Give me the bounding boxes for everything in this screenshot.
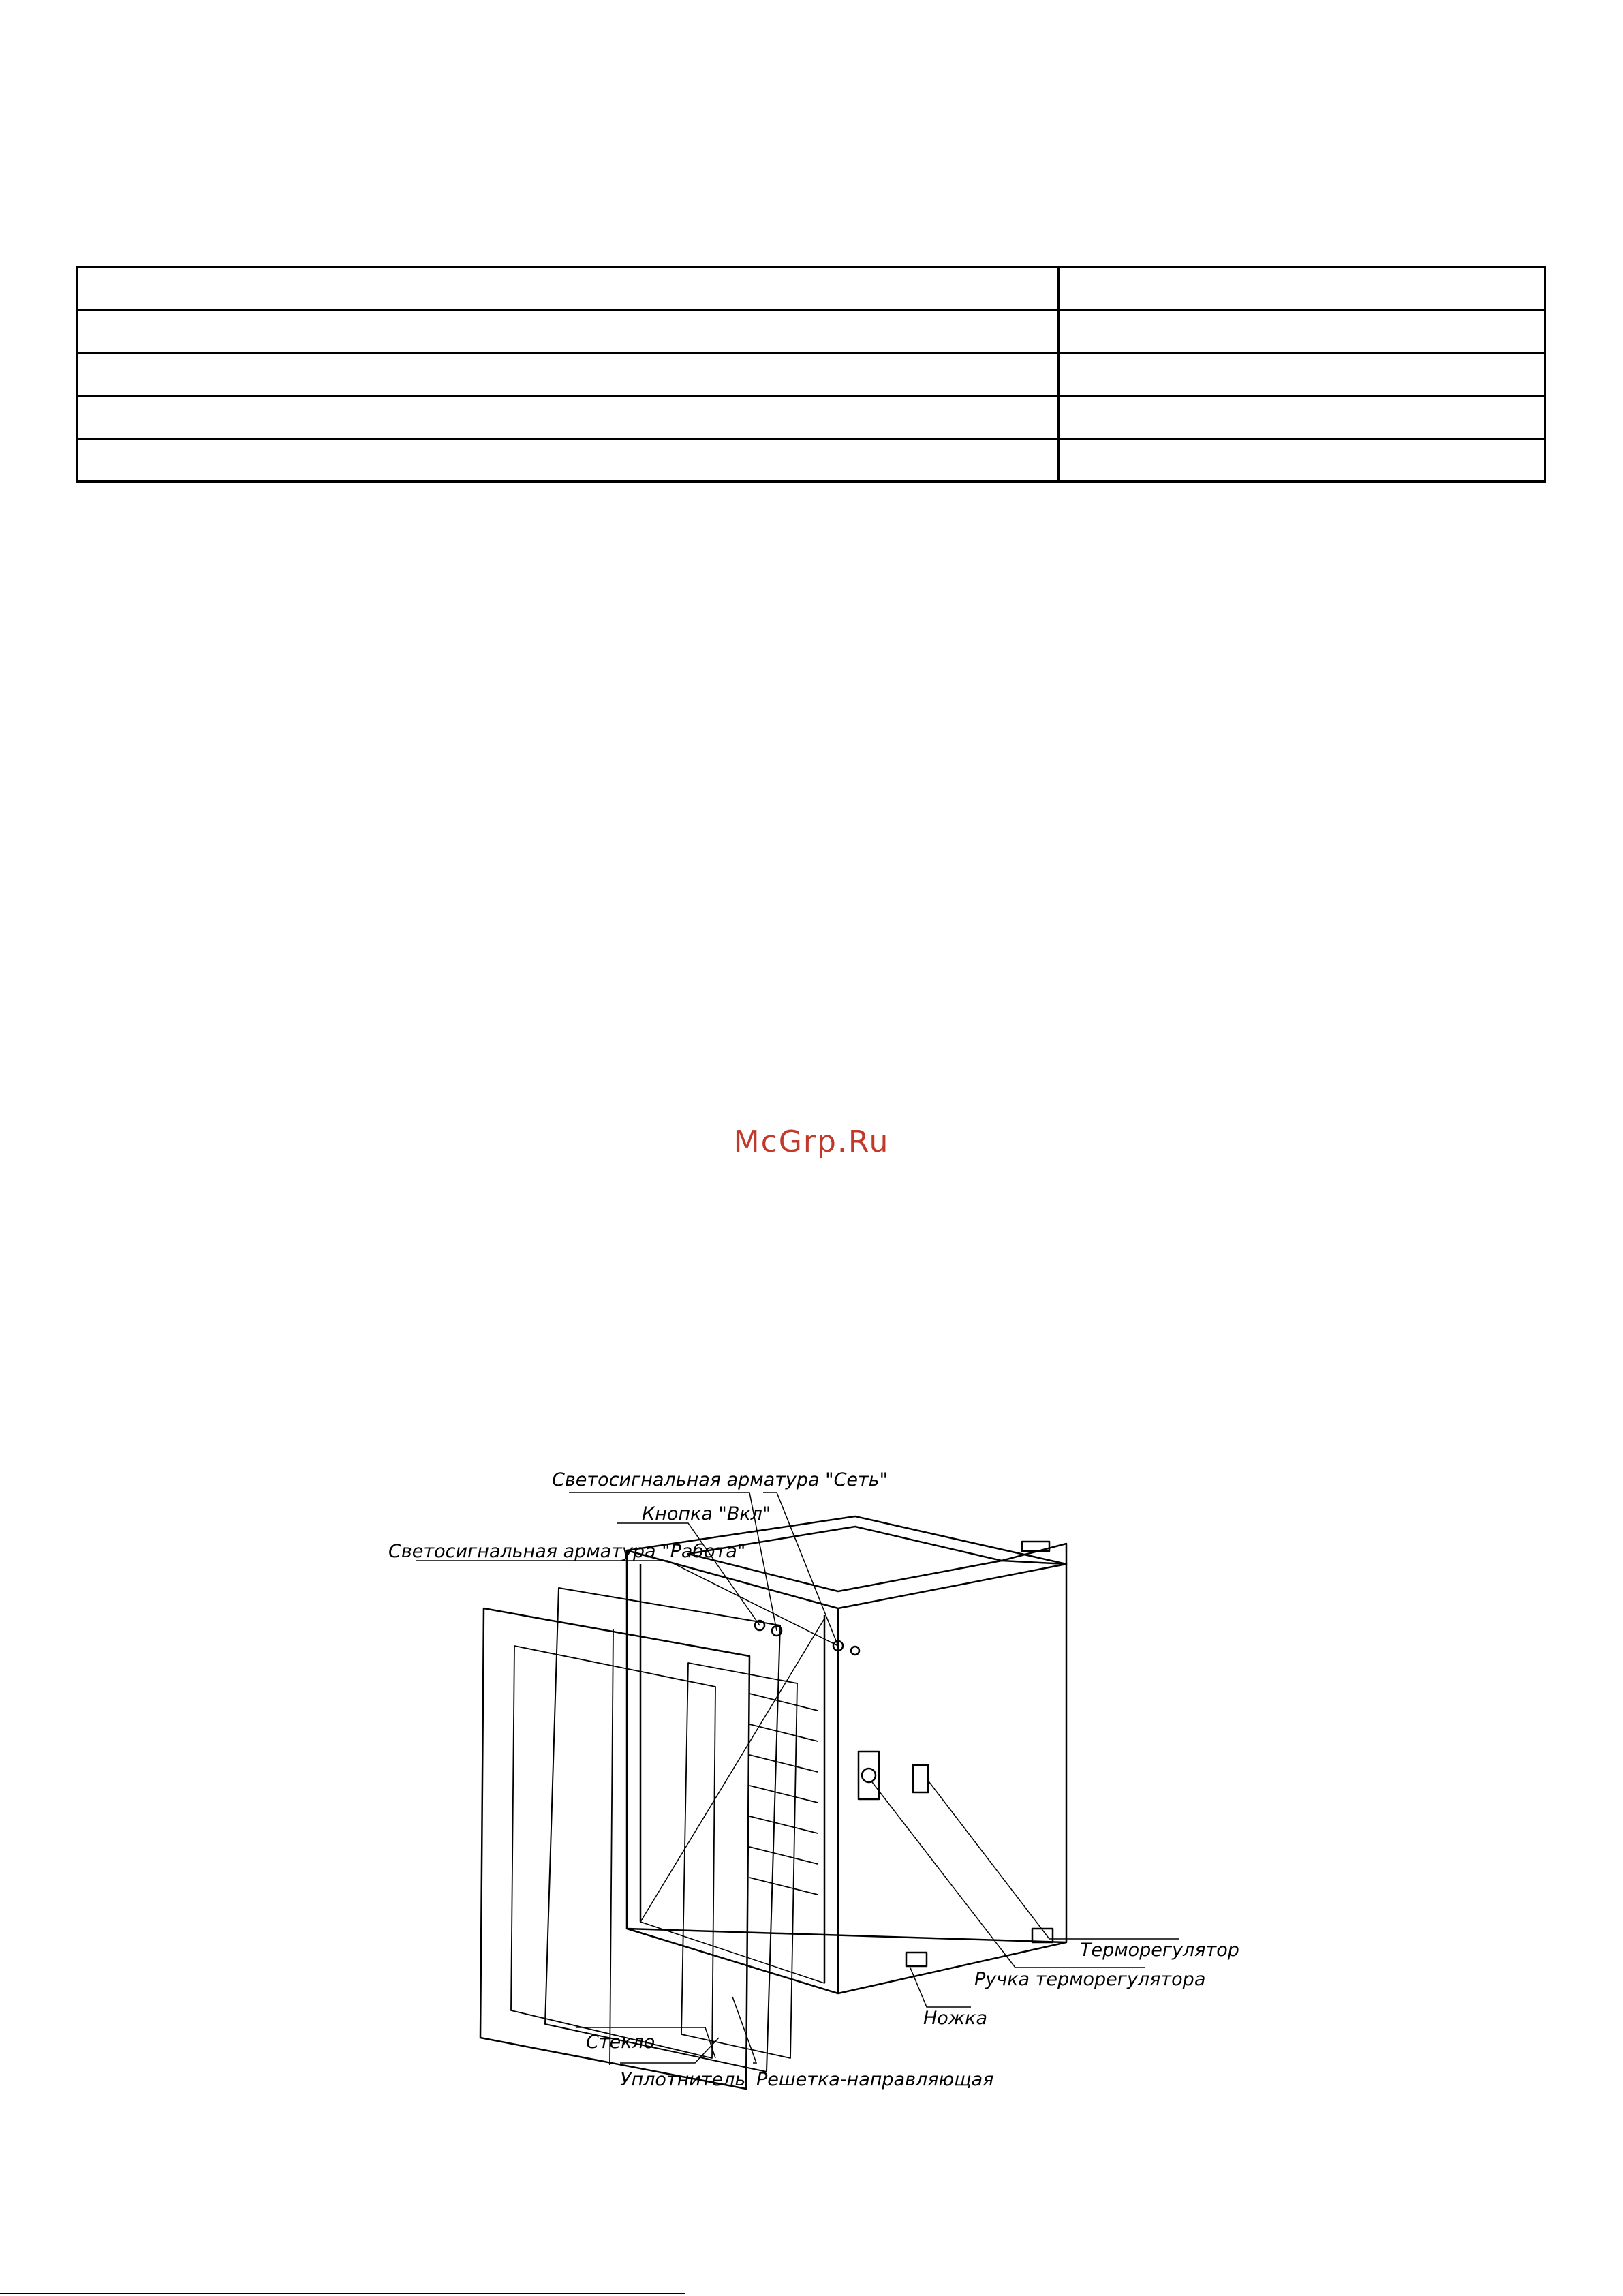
- table-cell: [77, 353, 1059, 396]
- label-button-on: Кнопка "Вкл": [642, 1503, 771, 1525]
- table-cell: [1059, 310, 1545, 353]
- table-row: [77, 310, 1545, 353]
- watermark: McGrp.Ru: [733, 1124, 890, 1159]
- label-signal-network: Светосигнальная арматура "Сеть": [552, 1469, 888, 1490]
- table-row: [77, 396, 1545, 439]
- door: [480, 1608, 749, 2089]
- table-cell: [77, 267, 1059, 310]
- table-cell: [1059, 396, 1545, 439]
- table-cell: [1059, 267, 1545, 310]
- table-cell: [1059, 353, 1545, 396]
- thermostat-box: [1002, 1542, 1066, 1564]
- table-cell: [77, 396, 1059, 439]
- seal: [545, 1588, 780, 2072]
- table-cell: [1059, 439, 1545, 482]
- label-leg: Ножка: [923, 2008, 987, 2029]
- table-row: [77, 267, 1545, 310]
- oven-body: [627, 1516, 1066, 1993]
- label-signal-work: Светосигнальная арматура "Работа": [388, 1541, 746, 1562]
- label-glass: Стекло: [586, 2032, 655, 2053]
- label-rack-guide: Решетка-направляющая: [756, 2069, 994, 2090]
- thermostat-knob-icon: [862, 1769, 876, 1782]
- inner-shelves: [749, 1694, 818, 1895]
- leg: [906, 1953, 927, 1966]
- rack-guide: [681, 1663, 797, 2058]
- spec-table: [76, 266, 1546, 483]
- table-row: [77, 353, 1545, 396]
- table-row: [77, 439, 1545, 482]
- footnote-divider: [0, 2293, 685, 2294]
- label-thermostat-knob: Ручка терморегулятора: [974, 1969, 1206, 1990]
- oven-diagram: [368, 1383, 1267, 2113]
- label-thermostat: Терморегулятор: [1080, 1940, 1239, 1961]
- table-cell: [77, 310, 1059, 353]
- label-seal: Уплотнитель: [620, 2069, 746, 2090]
- table-cell: [77, 439, 1059, 482]
